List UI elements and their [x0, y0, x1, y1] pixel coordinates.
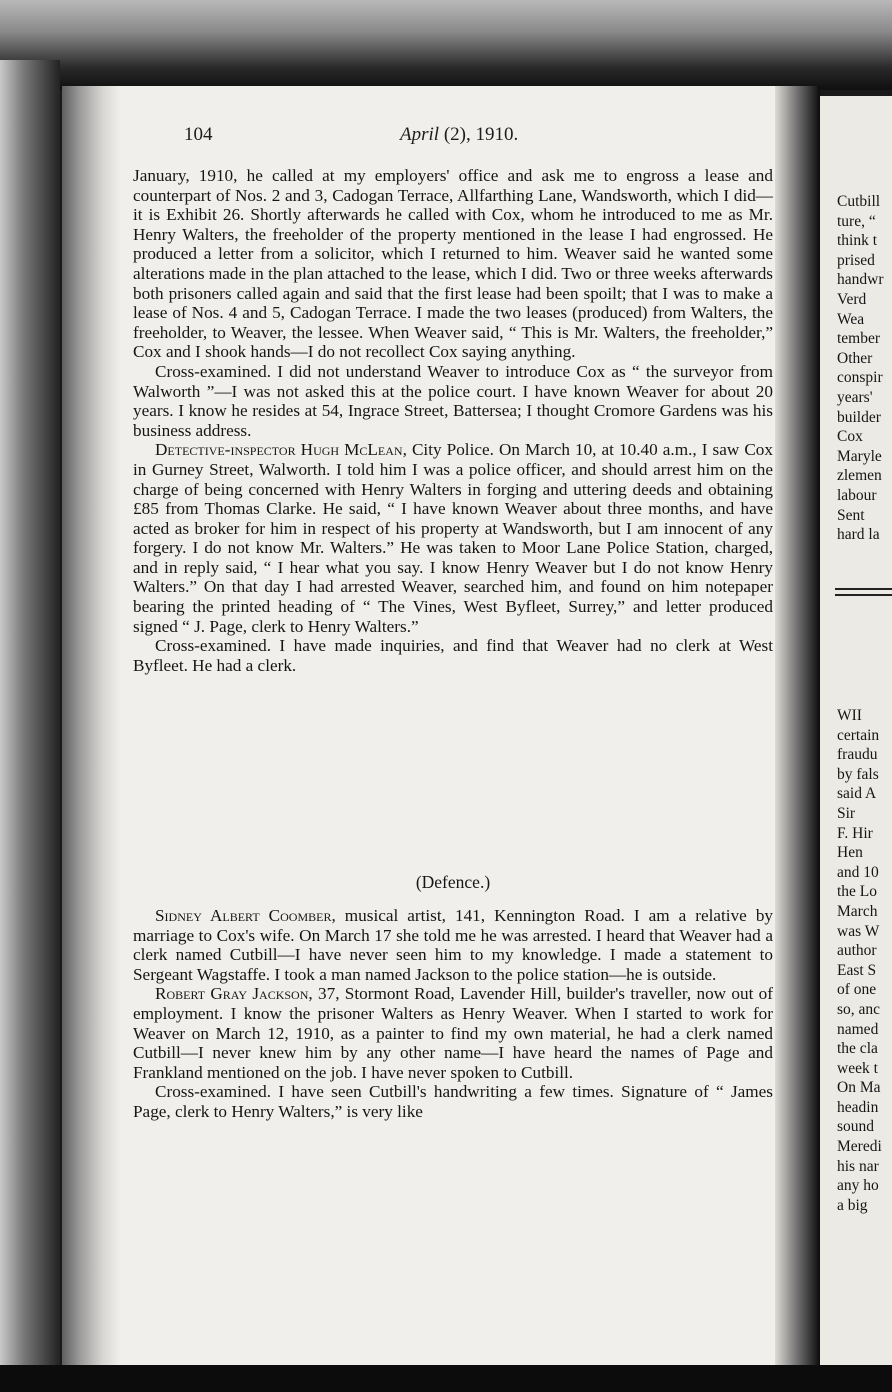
page-edge-shadow — [62, 86, 120, 1366]
paragraph-cross-examination: Cross-examined. I have made inquiries, and find that Weaver had no clerk at West Byfleet. He had a clerk. — [133, 636, 773, 675]
testimony-text: , 37, Stormont Road, Lavender Hill, builder's traveller, now out of employment. I know the prisoner Walters as Henry Weaver. When I started to work for Weaver on March 12, 1910, as a painter to find my own material, he had a clerk named Cutbill—I never knew him by any other name—I have heard the names of Page and Frankland mentioned on the job. I have never spoken to Cutbill. — [133, 984, 773, 1082]
book-gutter — [775, 86, 820, 1392]
facing-page-line: was W — [837, 922, 880, 940]
facing-page-line: labour — [837, 486, 877, 504]
body-text-top — [133, 166, 773, 675]
facing-page-line: Verd — [837, 290, 867, 308]
paragraph-cross-examination: Cross-examined. I have seen Cutbill's handwriting a few times. Signature of “ James Page, clerk to Henry Walters,” is very like — [133, 1082, 773, 1121]
running-head — [180, 118, 740, 148]
witness-name: Detective-inspector Hugh McLean — [155, 440, 403, 460]
facing-page-line: Cox — [837, 428, 863, 446]
facing-page-line: by fals — [837, 765, 879, 783]
facing-page-line: conspir — [837, 369, 883, 387]
paragraph-jackson-testimony — [133, 984, 773, 1082]
facing-page-line: Other — [837, 349, 873, 367]
facing-page-line: prised — [837, 251, 875, 269]
facing-page-line: Meredi — [837, 1138, 882, 1156]
section-rule — [835, 588, 892, 590]
facing-page-line: any ho — [837, 1177, 879, 1195]
facing-page-column-bottom — [837, 706, 892, 1215]
facing-page-line: years' — [837, 388, 873, 406]
facing-page-line: fraudu — [837, 746, 878, 764]
paragraph-mclean-testimony — [133, 440, 773, 636]
paragraph-coomber-testimony — [133, 906, 773, 984]
facing-page-line: said A — [837, 785, 877, 803]
facing-page-line: hard la — [837, 526, 880, 544]
facing-page-line: builder — [837, 408, 881, 426]
scan-background-left — [0, 60, 60, 1392]
facing-page-line: East S — [837, 961, 877, 979]
section-heading: (Defence.) — [415, 872, 491, 892]
facing-page-line: sound — [837, 1118, 875, 1136]
facing-page-line: handwr — [837, 271, 884, 289]
facing-page-line: think t — [837, 232, 878, 250]
facing-page-line: Maryle — [837, 447, 882, 465]
facing-page-line: certain — [837, 726, 880, 744]
facing-page-line: tember — [837, 330, 881, 348]
facing-page-line: headin — [837, 1098, 879, 1116]
paragraph-continuation: January, 1910, he called at my employers' office and ask me to engross a lease and counterpart of Nos. 2 and 3, Cadogan Terrace, Allfarthing Lane, Wandsworth, which I did—it is Exhibit 26. Shortly afterwards he called with Cox, whom he introduced to me as Mr. Henry Walters, the freeholder of the property mentioned in the lease I had engrossed. He produced a letter from a solicitor, which I returned to him. Weaver said he wanted some alterations made in the plan attached to the lease, which I did. Two or three weeks afterwards both prisoners called again and said that the first lease had been spoilt; that I was to make a lease of Nos. 4 and 5, Cadogan Terrace. I made the two leases (produced) from Walters, the freeholder, to Weaver, the lessee. When Weaver said, “ This is Mr. Walters, the freeholder,” Cox and I shook hands—I do not recollect Cox saying anything. — [133, 166, 773, 362]
running-title-month: April — [400, 124, 440, 145]
facing-page-line: week t — [837, 1059, 878, 1077]
facing-page — [820, 96, 892, 1376]
facing-page-line: Hen — [837, 844, 863, 862]
facing-page-column-top — [837, 192, 892, 545]
facing-page-line: author — [837, 942, 877, 960]
facing-page-line: Cutbill — [837, 193, 881, 210]
page-number: 104 — [184, 124, 213, 145]
scan-background-top — [0, 0, 892, 90]
facing-page-line: named — [837, 1020, 879, 1038]
facing-page-line: Wea — [837, 310, 865, 328]
facing-page-line: F. Hir — [837, 824, 873, 842]
facing-page-line: On Ma — [837, 1079, 881, 1097]
running-title-date: (2), 1910. — [439, 124, 519, 145]
witness-name: Robert Gray Jackson — [155, 984, 309, 1004]
facing-page-line: and 10 — [837, 863, 879, 881]
body-text-bottom — [133, 906, 773, 1122]
facing-page-line: a big — [837, 1196, 868, 1214]
facing-page-line: Sir — [837, 804, 856, 822]
facing-page-line: March — [837, 902, 878, 920]
facing-page-line: of one — [837, 981, 877, 999]
facing-page-line: so, anc — [837, 1000, 881, 1018]
facing-page-line: his nar — [837, 1157, 879, 1175]
facing-page-line: Sent — [837, 506, 865, 524]
facing-page-line: the cla — [837, 1040, 878, 1058]
facing-page-line: zlemen — [837, 467, 882, 485]
facing-page-line: WII — [837, 707, 862, 724]
testimony-text: , musical artist, 141, Kennington Road. I am a relative by marriage to Cox's wife. On March 17 she told me he was arrested. I heard that Weaver had a clerk named Cutbill—I have never seen him to my knowledge. I made a statement to Sergeant Wagstaffe. I took a man named Jackson to the police station—he is outside. — [133, 906, 774, 984]
running-title — [400, 124, 518, 146]
testimony-text: , City Police. On March 10, at 10.40 a.m., I saw Cox in Gurney Street, Walworth. I told him I was a police officer, and should arrest him on the charge of being concerned with Henry Walters in forging and uttering deeds and obtaining £85 from Thomas Clarke. He said, “ I have known Weaver about three months, and have acted as broker for him in respect of his property at Wandsworth, but I am innocent of any forgery. I do not know Mr. Walters.” He was taken to Moor Lane Police Station, charged, and in reply said, “ I hear what you say. I know Henry Weaver but I do not know Henry Walters.” On that day I had arrested Weaver, searched him, and found on him notepaper bearing the printed heading of “ The Vines, West Byfleet, Surrey,” and letter produced signed “ J. Page, clerk to Henry Walters.” — [133, 440, 773, 636]
paragraph-cross-examination: Cross-examined. I did not understand Weaver to introduce Cox as “ the surveyor from Walworth ”—I was not asked this at the police court. I have known Weaver for about 20 years. I know he resides at 54, Ingrace Street, Battersea; I thought Cromore Gardens was his business address. — [133, 361, 773, 440]
scan-background-bottom — [0, 1365, 892, 1392]
facing-page-line: the Lo — [837, 883, 878, 901]
facing-page-line: ture, “ — [837, 212, 876, 230]
section-rule — [835, 594, 892, 596]
witness-name: Sidney Albert Coomber — [155, 906, 332, 925]
